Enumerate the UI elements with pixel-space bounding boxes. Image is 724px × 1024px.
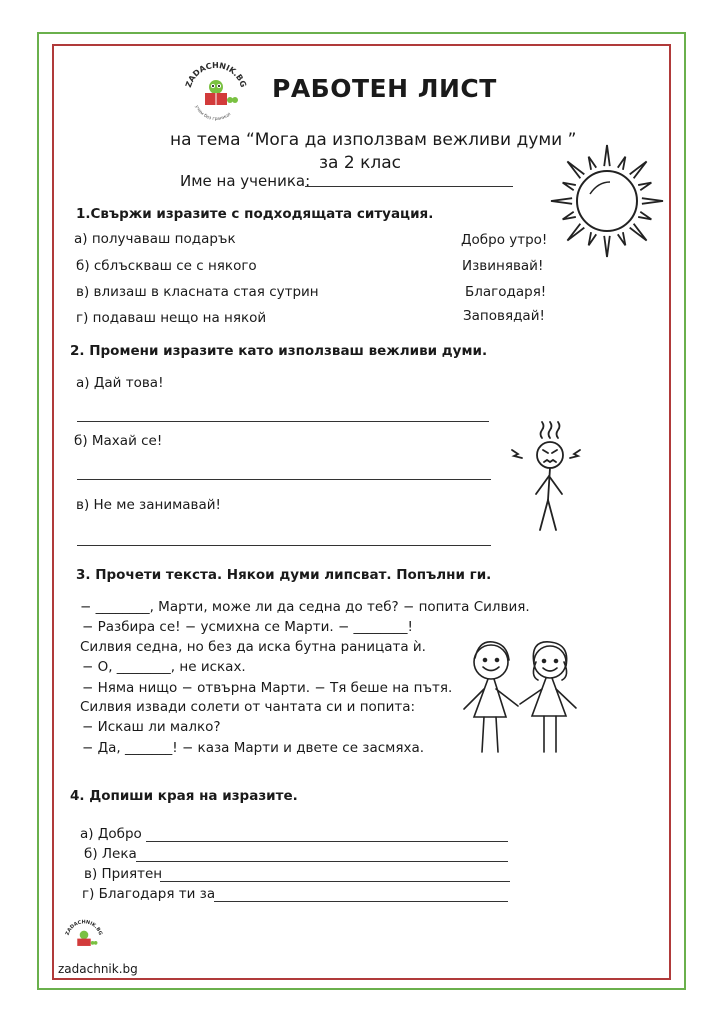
- sun-ray: [618, 232, 626, 245]
- sun-ray: [604, 145, 610, 166]
- site-credit: zadachnik.bg: [58, 962, 138, 976]
- task1-situation-a: а) получаваш подарък: [74, 231, 236, 247]
- worksheet-title: РАБОТЕН ЛИСТ: [272, 74, 497, 103]
- sun-ray: [630, 224, 647, 241]
- task1-situation-b: б) сблъскваш се с някого: [76, 258, 257, 274]
- task1-phrase-2: Извинявай!: [462, 258, 544, 274]
- task3-heading: 3. Прочети текста. Някои думи липсват. Попълни ги.: [76, 567, 492, 583]
- task2-answer-line-c[interactable]: [77, 544, 491, 546]
- sun-ray: [618, 157, 626, 170]
- task4-item-a: а) Добро: [80, 826, 142, 842]
- task2-item-b: б) Махай се!: [74, 433, 163, 449]
- task1-phrase-1: Добро утро!: [461, 232, 548, 248]
- task1-phrase-4: Заповядай!: [463, 308, 545, 324]
- svg-text:ZADACHNIK.BG: ZADACHNIK.BG: [183, 60, 249, 89]
- worksheet-topic: на тема “Мога да използвам вежливи думи ”: [170, 130, 577, 150]
- task4-answer-line-a[interactable]: [146, 840, 508, 842]
- zadachnik-footer-logo: [62, 918, 106, 958]
- sun-ray: [589, 157, 597, 170]
- sun-ray: [589, 232, 597, 245]
- task1-heading: 1.Свържи изразите с подходящата ситуация.: [76, 206, 434, 222]
- task1-situation-c: в) влизаш в класната стая сутрин: [76, 284, 319, 300]
- student-name-field[interactable]: [305, 185, 513, 187]
- sun-drawing: [548, 142, 666, 260]
- svg-text:учим без граници: учим без граници: [193, 104, 233, 123]
- sun-ray: [563, 183, 576, 191]
- task4-answer-line-c[interactable]: [160, 880, 510, 882]
- task2-item-c: в) Не ме занимавай!: [76, 497, 221, 513]
- angry-stick-figure: [508, 420, 588, 538]
- task3-line-5: − Няма нищо − отвърна Марти. − Тя беше на пътя.: [82, 680, 453, 696]
- sun-ray: [642, 198, 663, 204]
- task1-phrase-3: Благодаря!: [465, 284, 547, 300]
- sun-ray: [630, 161, 647, 178]
- sun-ray: [551, 198, 572, 204]
- task3-line-2: − Разбира се! − усмихна се Марти. − ________!: [82, 619, 413, 635]
- task3-line-3: Силвия седна, но без да иска бутна раницата ѝ.: [80, 639, 426, 655]
- sun-ray: [638, 212, 651, 220]
- task3-line-7: − Искаш ли малко?: [82, 719, 221, 735]
- two-girls-drawing: [458, 634, 584, 764]
- worksheet-grade: за 2 клас: [319, 153, 401, 173]
- task2-item-a: а) Дай това!: [76, 375, 164, 391]
- task2-answer-line-a[interactable]: [77, 420, 489, 422]
- student-name-label: Име на ученика:: [180, 172, 311, 190]
- task4-answer-line-b[interactable]: [136, 860, 508, 862]
- zadachnik-logo: [180, 60, 252, 124]
- sun-ray: [567, 224, 584, 241]
- task4-heading: 4. Допиши края на изразите.: [70, 788, 298, 804]
- task2-answer-line-b[interactable]: [77, 478, 491, 480]
- task2-heading: 2. Промени изразите като използваш вежливи думи.: [70, 343, 488, 359]
- task4-item-d: г) Благодаря ти за: [82, 886, 216, 902]
- sun-ray: [567, 161, 584, 178]
- task3-line-8: − Да, _______! − каза Марти и двете се засмяха.: [82, 740, 425, 756]
- task3-line-4: − О, ________, не исках.: [82, 659, 246, 675]
- task4-item-c: в) Приятен: [84, 866, 163, 882]
- task3-line-1: − ________, Марти, може ли да седна до теб? − попита Силвия.: [80, 599, 530, 615]
- task1-situation-d: г) подаваш нещо на някой: [76, 310, 267, 326]
- svg-text:ZADACHNIK.BG: ZADACHNIK.BG: [64, 919, 104, 937]
- task4-answer-line-d[interactable]: [214, 900, 508, 902]
- task3-line-6: Силвия извади солети от чантата си и попита:: [80, 699, 416, 715]
- sun-ray: [604, 236, 610, 257]
- sun-ray: [638, 183, 651, 191]
- task4-item-b: б) Лека: [84, 846, 137, 862]
- sun-ray: [563, 212, 576, 220]
